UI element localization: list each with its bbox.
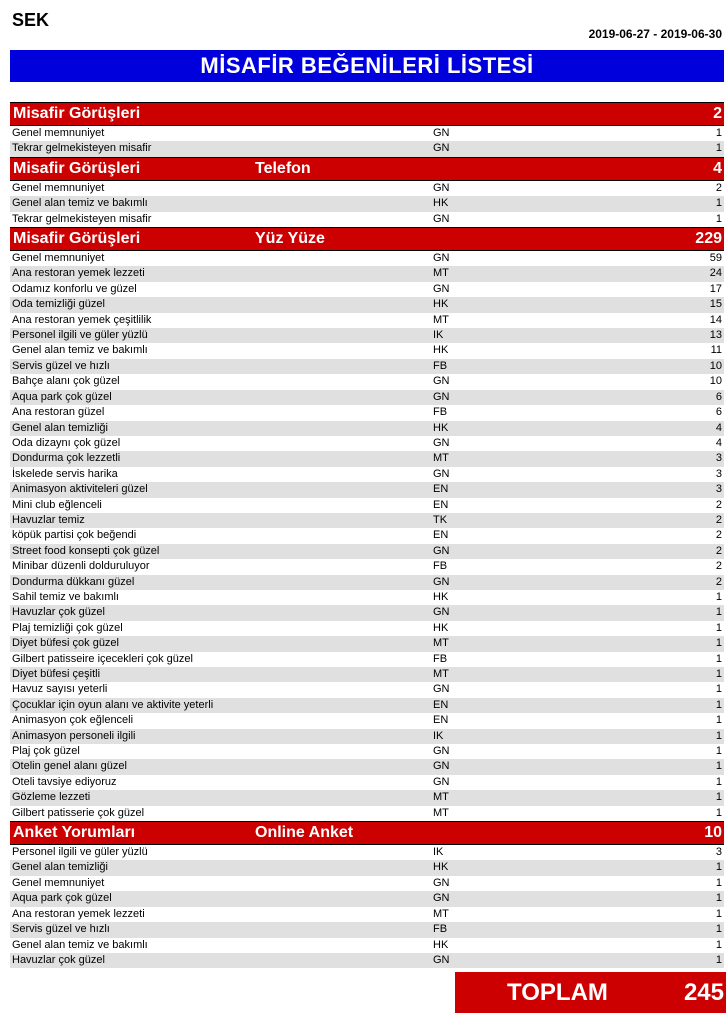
row-count: 3 bbox=[715, 467, 722, 480]
row-count: 1 bbox=[715, 923, 722, 936]
row-count: 10 bbox=[709, 375, 722, 388]
row-label: Plaj çok güzel bbox=[12, 745, 80, 758]
table-row bbox=[10, 744, 724, 759]
row-label: Odamız konforlu ve güzel bbox=[12, 282, 137, 295]
row-count: 1 bbox=[715, 621, 722, 634]
table-row bbox=[10, 251, 724, 266]
row-label: Servis güzel ve hızlı bbox=[12, 359, 110, 372]
table-row bbox=[10, 621, 724, 636]
row-label: Animasyon aktiviteleri güzel bbox=[12, 483, 148, 496]
row-label: Genel alan temiz ve bakımlı bbox=[12, 197, 148, 210]
row-count: 1 bbox=[715, 907, 722, 920]
row-label: Street food konsepti çok güzel bbox=[12, 544, 160, 557]
grand-total-value: 245 bbox=[683, 979, 724, 1006]
row-code: GN bbox=[433, 467, 450, 480]
row-count: 1 bbox=[715, 892, 722, 905]
row-code: IK bbox=[433, 729, 444, 742]
section-header bbox=[10, 157, 724, 181]
row-count: 13 bbox=[709, 329, 722, 342]
table-row bbox=[10, 698, 724, 713]
table-row bbox=[10, 775, 724, 790]
row-count: 14 bbox=[709, 313, 722, 326]
row-label: Animasyon personeli ilgili bbox=[12, 729, 136, 742]
row-code: FB bbox=[433, 923, 448, 936]
row-code: MT bbox=[433, 806, 449, 819]
table-row bbox=[10, 922, 724, 937]
table-row bbox=[10, 682, 724, 697]
row-count: 1 bbox=[715, 127, 722, 139]
table-row bbox=[10, 451, 724, 466]
row-label: Mini club eğlenceli bbox=[12, 498, 102, 511]
section-title: Misafir Görüşleri bbox=[13, 159, 141, 177]
table-row bbox=[10, 405, 724, 420]
row-code: GN bbox=[433, 127, 450, 139]
section-total: 4 bbox=[713, 159, 722, 177]
table-row bbox=[10, 806, 724, 821]
row-label: Animasyon çok eğlenceli bbox=[12, 714, 134, 727]
row-code: GN bbox=[433, 252, 450, 265]
row-code: EN bbox=[433, 498, 449, 511]
row-label: Gilbert patisserie çok güzel bbox=[12, 806, 145, 819]
row-label: Bahçe alanı çok güzel bbox=[12, 375, 120, 388]
row-count: 1 bbox=[715, 668, 722, 680]
row-count: 1 bbox=[715, 861, 722, 874]
section-total: 229 bbox=[695, 230, 722, 248]
table-row bbox=[10, 196, 724, 211]
row-label: Havuz sayısı yeterli bbox=[12, 683, 108, 696]
row-count: 11 bbox=[710, 344, 722, 357]
row-code: HK bbox=[433, 197, 449, 210]
row-count: 15 bbox=[709, 298, 722, 311]
row-code: GN bbox=[433, 282, 450, 295]
row-count: 1 bbox=[715, 714, 722, 727]
row-code: IK bbox=[433, 846, 444, 859]
table-row bbox=[10, 605, 724, 620]
row-count: 1 bbox=[715, 938, 722, 951]
row-count: 1 bbox=[715, 637, 722, 650]
row-code: FB bbox=[433, 560, 448, 573]
table-row bbox=[10, 575, 724, 590]
row-count: 3 bbox=[715, 846, 722, 859]
row-count: 2 bbox=[715, 544, 722, 557]
table-row bbox=[10, 343, 724, 358]
table-row bbox=[10, 713, 724, 728]
row-code: HK bbox=[433, 590, 449, 603]
table-row bbox=[10, 729, 724, 744]
date-range: 2019-06-27 - 2019-06-30 bbox=[588, 27, 722, 41]
row-label: Genel memnuniyet bbox=[12, 252, 105, 265]
row-label: Genel memnuniyet bbox=[12, 127, 105, 139]
table-row bbox=[10, 328, 724, 343]
row-count: 6 bbox=[715, 390, 722, 403]
row-label: Gözleme lezzeti bbox=[12, 791, 91, 804]
row-count: 1 bbox=[715, 760, 722, 773]
row-label: Sahil temiz ve bakımlı bbox=[12, 590, 119, 603]
row-label: Personel ilgili ve güler yüzlü bbox=[12, 846, 148, 859]
row-count: 1 bbox=[715, 953, 722, 966]
row-code: EN bbox=[433, 698, 449, 711]
row-code: MT bbox=[433, 452, 449, 465]
row-code: EN bbox=[433, 529, 449, 542]
table-row bbox=[10, 953, 724, 968]
table-row bbox=[10, 421, 724, 436]
row-code: MT bbox=[433, 313, 449, 326]
row-count: 3 bbox=[715, 483, 722, 496]
table-row bbox=[10, 467, 724, 482]
row-code: GN bbox=[433, 575, 450, 588]
row-label: Ana restoran yemek çeşitlilik bbox=[12, 313, 152, 326]
row-code: IK bbox=[433, 329, 444, 342]
table-row bbox=[10, 282, 724, 297]
section-total: 10 bbox=[704, 824, 722, 842]
table-row bbox=[10, 790, 724, 805]
section-title: Anket Yorumları bbox=[13, 824, 136, 842]
row-label: İskelede servis harika bbox=[12, 467, 118, 480]
row-count: 2 bbox=[715, 575, 722, 588]
section-header bbox=[10, 227, 724, 251]
row-label: Ana restoran yemek lezzeti bbox=[12, 907, 145, 920]
table-row bbox=[10, 436, 724, 451]
table-row bbox=[10, 652, 724, 667]
row-count: 1 bbox=[715, 698, 722, 711]
row-count: 59 bbox=[709, 252, 722, 265]
table-row bbox=[10, 528, 724, 543]
table-row bbox=[10, 636, 724, 651]
row-code: FB bbox=[433, 359, 448, 372]
row-code: EN bbox=[433, 483, 449, 496]
row-label: köpük partisi çok beğendi bbox=[12, 529, 137, 542]
row-count: 1 bbox=[715, 876, 722, 889]
row-code: GN bbox=[433, 142, 450, 155]
row-label: Tekrar gelmekisteyen misafir bbox=[12, 212, 152, 225]
row-label: Genel memnuniyet bbox=[12, 876, 105, 889]
row-code: GN bbox=[433, 745, 450, 758]
row-count: 1 bbox=[715, 142, 722, 155]
table-row bbox=[10, 544, 724, 559]
section-subtitle: Telefon bbox=[255, 159, 311, 177]
table-row bbox=[10, 876, 724, 891]
row-code: GN bbox=[433, 181, 450, 194]
row-count: 2 bbox=[715, 529, 722, 542]
row-label: Diyet büfesi çok güzel bbox=[12, 637, 119, 650]
table-row bbox=[10, 374, 724, 389]
table-row bbox=[10, 390, 724, 405]
row-label: Ana restoran güzel bbox=[12, 406, 105, 419]
section-title: Misafir Görüşleri bbox=[13, 105, 141, 122]
table-row bbox=[10, 860, 724, 875]
section-header bbox=[10, 821, 724, 845]
row-count: 1 bbox=[715, 791, 722, 804]
row-label: Diyet büfesi çeşitli bbox=[12, 668, 101, 680]
row-label: Genel alan temiz ve bakımlı bbox=[12, 938, 148, 951]
table-row bbox=[10, 212, 724, 227]
row-code: MT bbox=[433, 637, 449, 650]
row-count: 1 bbox=[715, 606, 722, 619]
row-count: 24 bbox=[709, 267, 722, 280]
row-code: GN bbox=[433, 876, 450, 889]
report-table bbox=[10, 102, 724, 968]
row-code: HK bbox=[433, 621, 449, 634]
row-code: GN bbox=[433, 760, 450, 773]
row-label: Minibar düzenli dolduruluyor bbox=[12, 560, 150, 573]
row-label: Gilbert patisseire içecekleri çok güzel bbox=[12, 652, 193, 665]
row-count: 1 bbox=[715, 212, 722, 225]
row-code: HK bbox=[433, 421, 449, 434]
row-code: GN bbox=[433, 375, 450, 388]
row-label: Personel ilgili ve güler yüzlü bbox=[12, 329, 148, 342]
table-row bbox=[10, 891, 724, 906]
row-count: 1 bbox=[715, 683, 722, 696]
row-count: 4 bbox=[715, 436, 722, 449]
row-code: GN bbox=[433, 390, 450, 403]
row-count: 1 bbox=[715, 729, 722, 742]
row-count: 2 bbox=[715, 560, 722, 573]
section-total: 2 bbox=[713, 105, 722, 122]
row-count: 4 bbox=[715, 421, 722, 434]
row-label: Çocuklar için oyun alanı ve aktivite yeterli bbox=[12, 698, 214, 711]
row-code: GN bbox=[433, 212, 450, 225]
table-row bbox=[10, 141, 724, 156]
table-row bbox=[10, 359, 724, 374]
row-code: GN bbox=[433, 544, 450, 557]
row-label: Havuzlar çok güzel bbox=[12, 953, 105, 966]
hotel-name: SEK bbox=[12, 10, 50, 30]
row-label: Oda temizliği güzel bbox=[12, 298, 105, 311]
row-count: 3 bbox=[715, 452, 722, 465]
row-label: Genel memnuniyet bbox=[12, 181, 105, 194]
table-row bbox=[10, 482, 724, 497]
row-label: Havuzlar çok güzel bbox=[12, 606, 105, 619]
row-label: Aqua park çok güzel bbox=[12, 892, 112, 905]
row-code: HK bbox=[433, 938, 449, 951]
table-row bbox=[10, 513, 724, 528]
row-label: Dondurma dükkanı güzel bbox=[12, 575, 135, 588]
section-title: Misafir Görüşleri bbox=[13, 230, 141, 248]
row-count: 1 bbox=[715, 775, 722, 788]
row-code: TK bbox=[433, 513, 448, 526]
grand-total-label: TOPLAM bbox=[507, 979, 608, 1006]
row-label: Otelin genel alanı güzel bbox=[12, 760, 127, 773]
table-row bbox=[10, 559, 724, 574]
row-count: 6 bbox=[715, 406, 722, 419]
table-row bbox=[10, 759, 724, 774]
row-code: HK bbox=[433, 298, 449, 311]
table-row bbox=[10, 590, 724, 605]
row-label: Tekrar gelmekisteyen misafir bbox=[12, 142, 152, 155]
row-count: 2 bbox=[715, 498, 722, 511]
row-label: Genel alan temizliği bbox=[12, 861, 108, 874]
section-subtitle: Yüz Yüze bbox=[255, 230, 325, 248]
grand-total-box bbox=[455, 972, 726, 1013]
row-code: GN bbox=[433, 892, 450, 905]
table-row bbox=[10, 938, 724, 953]
row-label: Havuzlar temiz bbox=[12, 513, 85, 526]
row-code: GN bbox=[433, 953, 450, 966]
row-code: MT bbox=[433, 907, 449, 920]
table-row bbox=[10, 498, 724, 513]
row-code: MT bbox=[433, 791, 449, 804]
table-row bbox=[10, 126, 724, 141]
row-count: 2 bbox=[715, 513, 722, 526]
row-count: 1 bbox=[715, 197, 722, 210]
table-row bbox=[10, 181, 724, 196]
page-title: MİSAFİR BEĞENİLERİ LİSTESİ bbox=[10, 50, 724, 82]
row-count: 17 bbox=[709, 282, 722, 295]
table-row bbox=[10, 845, 724, 860]
row-count: 10 bbox=[709, 359, 722, 372]
table-row bbox=[10, 667, 724, 682]
table-row bbox=[10, 297, 724, 312]
row-count: 1 bbox=[715, 806, 722, 819]
row-label: Oteli tavsiye ediyoruz bbox=[12, 775, 117, 788]
row-label: Dondurma çok lezzetli bbox=[12, 452, 121, 465]
section-subtitle: Online Anket bbox=[255, 824, 354, 842]
row-code: GN bbox=[433, 436, 450, 449]
row-code: MT bbox=[433, 668, 449, 680]
row-label: Genel alan temiz ve bakımlı bbox=[12, 344, 148, 357]
row-count: 2 bbox=[715, 181, 722, 194]
row-code: GN bbox=[433, 775, 450, 788]
row-label: Aqua park çok güzel bbox=[12, 390, 112, 403]
row-count: 1 bbox=[715, 652, 722, 665]
table-row bbox=[10, 266, 724, 281]
table-row bbox=[10, 907, 724, 922]
row-code: GN bbox=[433, 683, 450, 696]
row-code: HK bbox=[433, 861, 449, 874]
row-label: Oda dizaynı çok güzel bbox=[12, 436, 121, 449]
row-code: FB bbox=[433, 652, 448, 665]
row-code: FB bbox=[433, 406, 448, 419]
row-label: Ana restoran yemek lezzeti bbox=[12, 267, 145, 280]
table-row bbox=[10, 313, 724, 328]
row-label: Plaj temizliği çok güzel bbox=[12, 621, 123, 634]
row-code: EN bbox=[433, 714, 449, 727]
row-count: 1 bbox=[715, 590, 722, 603]
row-label: Servis güzel ve hızlı bbox=[12, 923, 110, 936]
section-header bbox=[10, 102, 724, 126]
row-code: GN bbox=[433, 606, 450, 619]
row-code: MT bbox=[433, 267, 449, 280]
row-count: 1 bbox=[715, 745, 722, 758]
row-label: Genel alan temizliği bbox=[12, 421, 108, 434]
row-code: HK bbox=[433, 344, 449, 357]
